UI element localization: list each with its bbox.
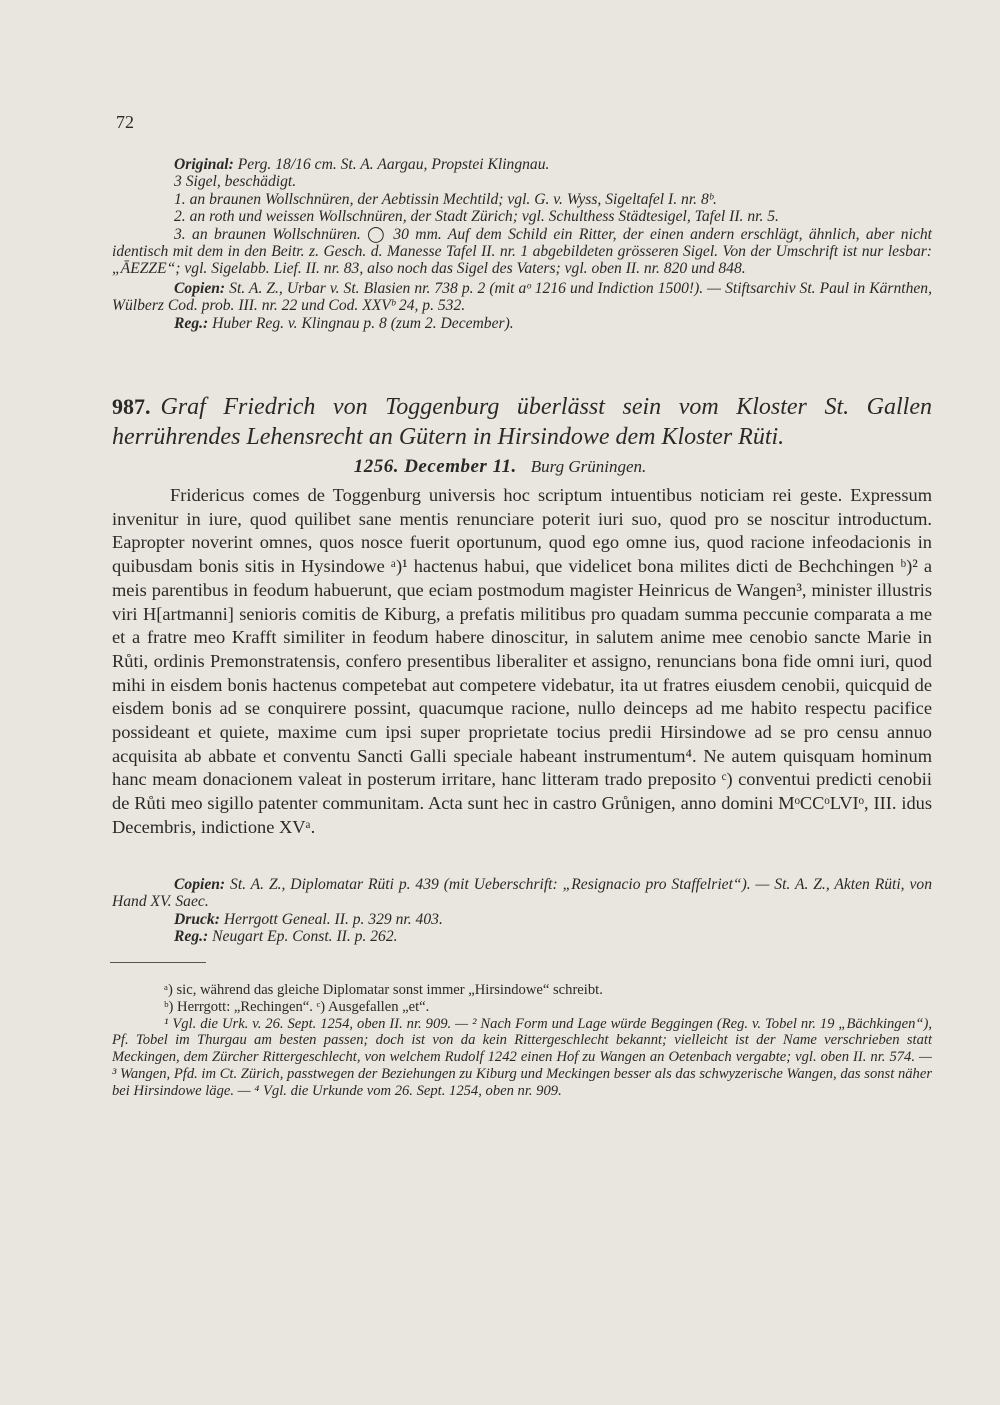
document-number: 987. bbox=[112, 394, 151, 419]
sources-copien: St. A. Z., Diplomatar Rüti p. 439 (mit Ueberschrift: „Resignacio pro Staffelriet“). — St. A. Z., Akten Rüti, von Hand XV. Saec. bbox=[112, 876, 932, 911]
document-place: Burg Grüningen. bbox=[530, 457, 647, 476]
seal-item-2: 2. an roth und weissen Wollschnüren, der Stadt Zürich; vgl. Schulthess Städtesigel, Tafel II. nr. 5. bbox=[174, 208, 779, 226]
seal-item-3: 3. an braunen Wollschnüren. ◯ 30 mm. Auf dem Schild ein Ritter, der einen andern erschlägt, ähnlich, aber nicht identisch mit dem in den Beitr. z. Gesch. d. Manesse Tafel II. nr. 1 abgebildeten grösseren Sigel. Von der Umschrift ist nur lesbar: „ĀEZZE“; vgl. Sigelabb. Lief. II. nr. 83, also noch das Sigel des Vaters; vgl. oben II. nr. 820 und 848. bbox=[112, 225, 932, 278]
druck-text: Herrgott Geneal. II. p. 329 nr. 403. bbox=[223, 910, 443, 928]
reg-text: Huber Reg. v. Klingnau p. 8 (zum 2. December). bbox=[212, 314, 514, 332]
footnotes-numbered: ¹ Vgl. die Urk. v. 26. Sept. 1254, oben II. nr. 909. — ² Nach Form und Lage würde Beggingen (Reg. v. Tobel nr. 19 „Bächkingen“), Pf. Tobel im Thurgau am besten passen; doch ist von da kein Rittergeschlecht bekannt; vielleicht ist der Name verschrieben statt Meckingen, dem Zürcher Rittergeschlecht, von welchem Rudolf 1242 einen Hof zu Wangen an Oetenbach vergabte; vgl. oben II. nr. 574. — ³ Wangen, Pfd. im Ct. Zürich, passtwegen der Beziehungen zu Kiburg und Meckingen besser als das schwyzerische Wangen, das sonst näher bei Hirsindowe läge. — ⁴ Vgl. die Urkunde vom 26. Sept. 1254, oben nr. 909. bbox=[112, 1015, 932, 1099]
sources-reg-label: Reg.: bbox=[174, 928, 209, 946]
page-number: 72 bbox=[116, 112, 134, 132]
original-description bbox=[112, 156, 932, 332]
seal-item-1: 1. an braunen Wollschnüren, der Aebtissin Mechtild; vgl. G. v. Wyss, Sigeltafel I. nr. 8ᵇ. bbox=[174, 190, 717, 208]
document-title: Graf Friedrich von Toggenburg überlässt sein vom Kloster St. Gallen herrührendes Lehensrecht an Gütern in Hirsindowe dem Kloster Rüti. bbox=[112, 394, 932, 450]
document-heading bbox=[112, 392, 932, 452]
sources-reg: Neugart Ep. Const. II. p. 262. bbox=[212, 928, 398, 946]
footnotes bbox=[112, 982, 932, 1100]
footnote-divider bbox=[110, 962, 206, 963]
druck-label: Druck: bbox=[174, 910, 220, 928]
footnote-b-c: ᵇ) Herrgott: „Rechingen“. ᶜ) Ausgefallen „et“. bbox=[164, 998, 430, 1015]
original-line2: 3 Sigel, beschädigt. bbox=[174, 173, 297, 191]
document-text bbox=[112, 484, 932, 840]
original-label: Original: bbox=[174, 156, 234, 173]
document-date: 1256. December 11. bbox=[353, 456, 517, 477]
copien-text: St. A. Z., Urbar v. St. Blasien nr. 738 p. 2 (mit aᵒ 1216 und Indiction 1500!). — Stiftsarchiv St. Paul in Kärnthen, Wülberz Cod. prob. III. nr. 22 und Cod. XXVᵇ 24, p. 532. bbox=[112, 279, 933, 315]
document-body: Fridericus comes de Toggenburg universis hoc scriptum intuentibus noticiam rei geste. Expressum invenitur in iure, quod quilibet sane mentis renunciare poterit iuri suo, quod pro se noscitur introductum. Eapropter noverint omnes, quos nosce fuerit oportunum, quod ego omne ius, quod racione infeodacionis in quibusdam bonis sitis in Hysindowe ᵃ)¹ hactenus habui, que videlicet bona milites dicti de Bechchingen ᵇ)² a meis parentibus in feodum habuerunt, que eciam postmodum magister Heinricus de Wangen³, minister illustris viri H[artmanni] senioris comitis de Kiburg, a prefatis militibus pro quadam summa peccunie comparata a me et a fratre meo Krafft similiter in feodum habere dinoscitur, in salutem anime mee cenobio sancte Marie in Růti, ordinis Premonstratensis, confero presentibus liberaliter et assigno, renuncians bona fide omni iuri, quod mihi in eisdem bonis hactenus competebat aut competere videbatur, ita ut fratres eiusdem cenobii, quicquid de eisdem bonis ad se conquirere possint, quacumque racione, nullo deinceps ad me habito respectu pacifice possideant et quiete, maxime cum ipsi super proprietate tocius predii Hirsindowe ad se pro censu annuo acquisita ab abbate et conventu Sancti Galli speciale habeant instrumentum⁴. Ne autem quisquam hominum hanc meam donacionem valeat in posterum irritare, hanc litteram trado preposito ᶜ) conventui predicti cenobii de Růti meo sigillo patenter communitam. Acta sunt hec in castro Grůnigen, anno domini MᵒCCᵒLVIᵒ, III. idus Decembris, indictione XVᵃ. bbox=[112, 485, 932, 837]
original-line1: Perg. 18/16 cm. St. A. Aargau, Propstei Klingnau. bbox=[237, 156, 550, 173]
footnote-a: ᵃ) sic, während das gleiche Diplomatar sonst immer „Hirsindowe“ schreibt. bbox=[164, 982, 603, 998]
copien-label: Copien: bbox=[174, 279, 226, 297]
sources-copien-label: Copien: bbox=[174, 876, 226, 893]
reg-label: Reg.: bbox=[174, 314, 209, 332]
document-date-line bbox=[0, 456, 1000, 478]
sources bbox=[112, 876, 932, 946]
